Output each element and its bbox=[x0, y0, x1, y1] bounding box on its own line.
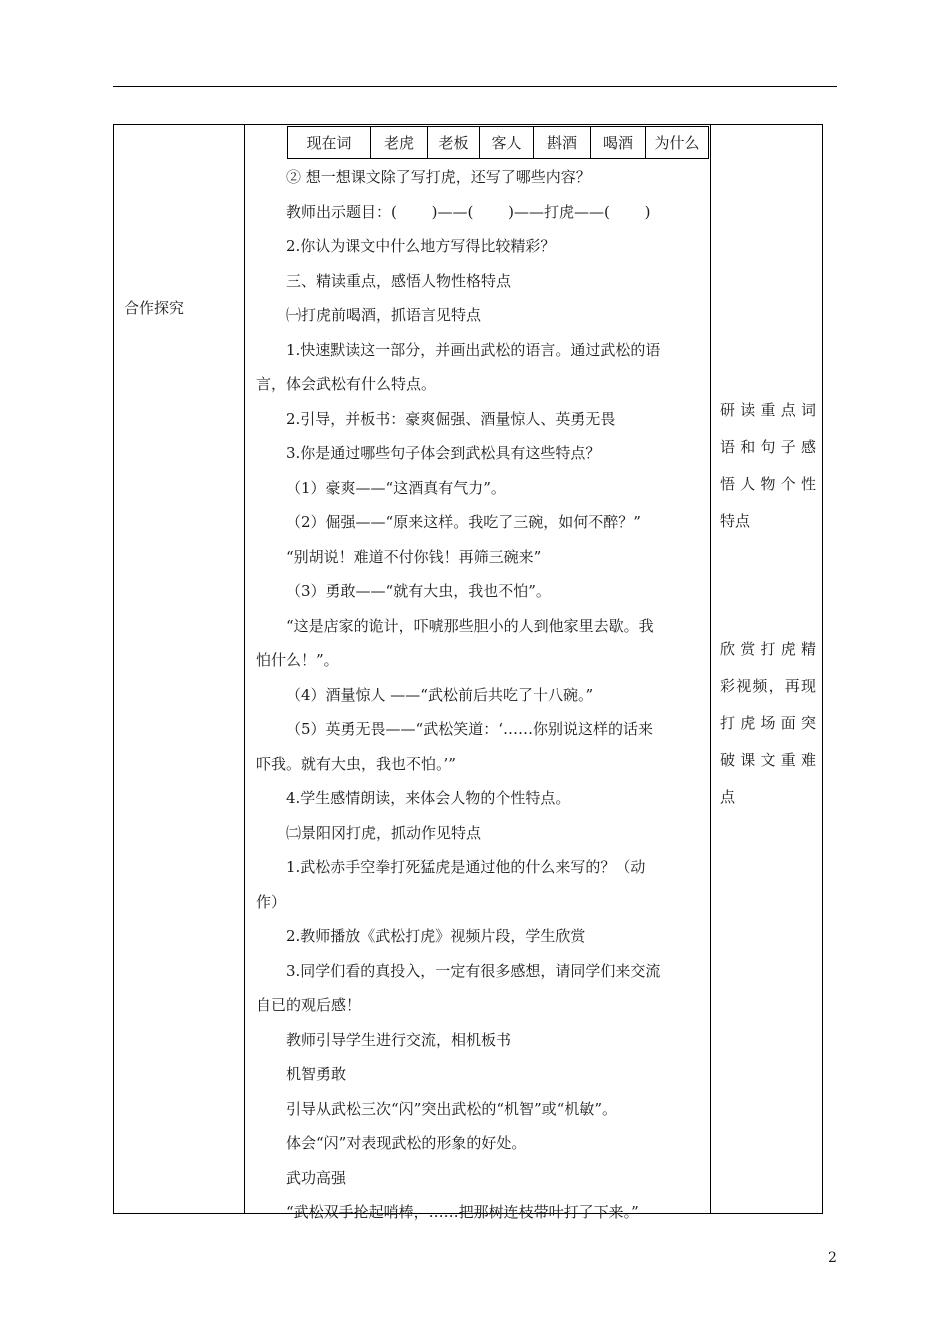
content-line: 2.你认为课文中什么地方写得比较精彩？ bbox=[286, 237, 556, 255]
content-line: 怕什么！”。 bbox=[256, 651, 339, 669]
vocabulary-table bbox=[287, 126, 709, 159]
side-note-line: 破课文重难 bbox=[720, 751, 816, 769]
column-divider bbox=[710, 125, 711, 1213]
content-line: （1）豪爽——“这酒真有气力”。 bbox=[286, 478, 506, 497]
content-line: 教师引导学生进行交流，相机板书 bbox=[286, 1030, 512, 1049]
column-divider bbox=[244, 125, 245, 1213]
side-note-line: 语和句子感 bbox=[720, 438, 816, 456]
content-line: 体会“闪”对表现武松的形象的好处。 bbox=[286, 1134, 527, 1152]
side-note-line: 点 bbox=[720, 788, 736, 806]
content-line: 引导从武松三次“闪”突出武松的“机智”或“机敏”。 bbox=[286, 1099, 618, 1118]
side-note-study-key-words bbox=[720, 392, 816, 540]
content-line: 三、精读重点，感悟人物性格特点 bbox=[286, 271, 512, 290]
vocab-cell: 老虎 bbox=[370, 127, 427, 158]
content-line: （5）英勇无畏——“武松笑道：‘……你别说这样的话来 bbox=[286, 720, 653, 738]
vocab-cell: 为什么 bbox=[645, 127, 708, 158]
content-line: 3.你是通过哪些句子体会到武松具有这些特点？ bbox=[286, 444, 601, 462]
side-note-line: 研读重点词 bbox=[720, 401, 816, 419]
vocab-cell: 斟酒 bbox=[533, 127, 590, 158]
vocab-cell: 喝酒 bbox=[590, 127, 645, 158]
side-note-line: 欣赏打虎精 bbox=[720, 640, 816, 658]
content-line: “这是店家的诡计，吓唬那些胆小的人到他家里去歇。我 bbox=[286, 616, 654, 635]
content-line: 3.同学们看的真投入，一定有很多感想，请同学们来交流 bbox=[286, 961, 661, 980]
content-line: “别胡说！难道不付你钱！再筛三碗来” bbox=[286, 547, 542, 566]
content-line: “武松双手抡起哨棒，……把那树连枝带叶打了下来。” bbox=[286, 1203, 639, 1221]
content-line: 2.引导，并板书：豪爽倔强、酒量惊人、英勇无畏 bbox=[286, 409, 616, 428]
section-label: 合作探究 bbox=[124, 299, 185, 317]
content-line: （3）勇敢——“就有大虫，我也不怕”。 bbox=[286, 582, 551, 600]
content-line: 吓我。就有大虫，我也不怕。’” bbox=[256, 754, 456, 773]
side-note-line: 悟人物个性 bbox=[720, 475, 816, 493]
content-line: 2.教师播放《武松打虎》视频片段，学生欣赏 bbox=[286, 927, 586, 945]
content-line: 机智勇敢 bbox=[286, 1065, 347, 1083]
page-number: 2 bbox=[828, 1250, 837, 1266]
content-line: 作） bbox=[256, 892, 287, 911]
content-line: 1.武松赤手空拳打死猛虎是通过他的什么来写的？（动 bbox=[286, 858, 646, 876]
content-line: 言，体会武松有什么特点。 bbox=[256, 375, 437, 393]
vocab-cell: 客人 bbox=[479, 127, 533, 158]
content-line: 4.学生感情朗读，来体会人物的个性特点。 bbox=[286, 789, 571, 807]
content-line: （4）酒量惊人 ——“武松前后共吃了十八碗。” bbox=[286, 685, 594, 704]
side-note-video bbox=[720, 631, 816, 816]
vocab-cell: 现在词 bbox=[306, 134, 352, 152]
content-line: 教师出示题目：( )——( )——打虎——( ) bbox=[286, 202, 651, 221]
vocab-cell: 老板 bbox=[427, 127, 479, 158]
side-note-line: 打虎场面突 bbox=[720, 714, 816, 732]
content-line: 武功高强 bbox=[286, 1168, 347, 1187]
content-line: ㈡景阳冈打虎，抓动作见特点 bbox=[286, 823, 482, 842]
content-line: （2）倔强——“原来这样。我吃了三碗，如何不醉？” bbox=[286, 513, 641, 531]
side-note-line: 特点 bbox=[720, 512, 751, 530]
content-line: 1.快速默读这一部分，并画出武松的语言。通过武松的语 bbox=[286, 340, 661, 359]
content-line: ② 想一想课文除了写打虎，还写了哪些内容？ bbox=[286, 168, 591, 186]
lesson-table bbox=[113, 124, 823, 1221]
lesson-content bbox=[256, 160, 706, 1230]
side-note-line: 彩视频，再现 bbox=[720, 677, 816, 695]
content-line: ㈠打虎前喝酒，抓语言见特点 bbox=[286, 306, 482, 324]
content-line: 自已的观后感！ bbox=[256, 996, 362, 1014]
header-rule bbox=[113, 86, 837, 87]
